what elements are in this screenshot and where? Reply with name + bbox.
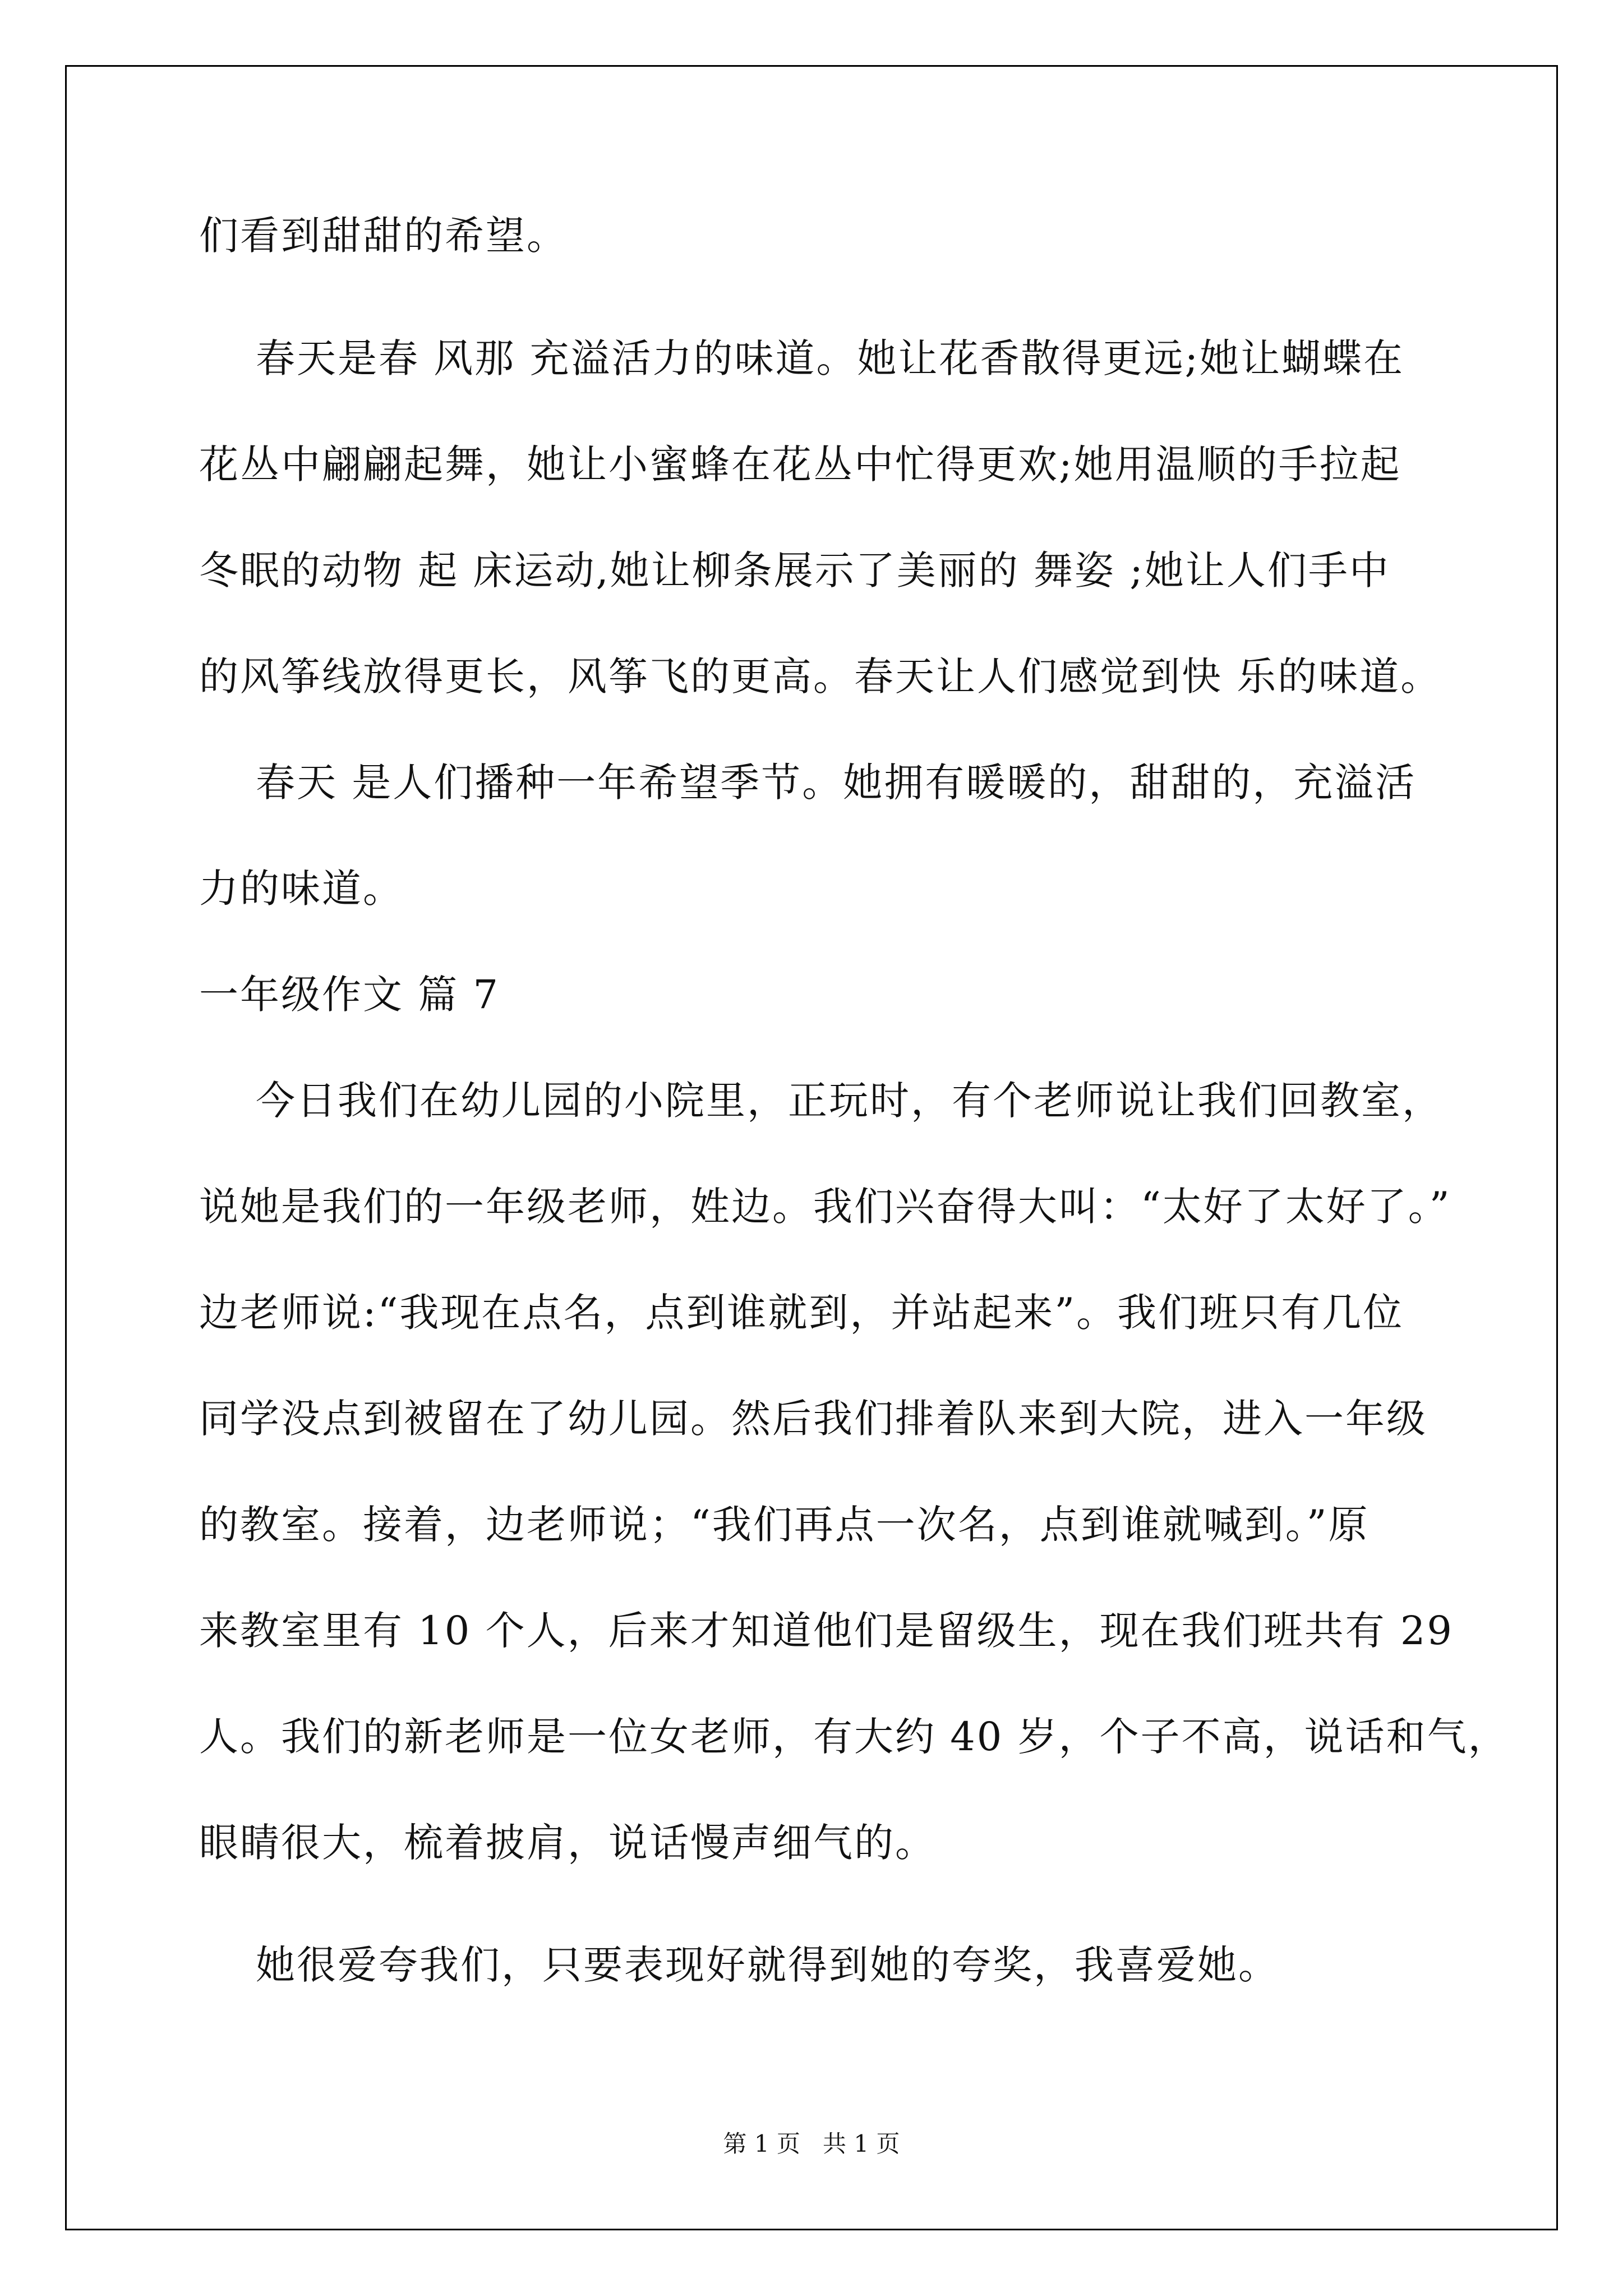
text-line: 眼睛很大，梳着披肩，说话慢声细气的。 [199, 1820, 936, 1866]
section-heading: 一年级作文 篇 7 [199, 972, 500, 1018]
text-line: 说她是我们的一年级老师，姓边。我们兴奋得大叫：“太好了太好了。” [199, 1184, 1451, 1230]
text-line: 人。我们的新老师是一位女老师，有大约 40 岁，个子不高，说话和气， [199, 1714, 1509, 1760]
text-line: 们看到甜甜的希望。 [199, 213, 568, 259]
text-line: 同学没点到被留在了幼儿园。然后我们排着队来到大院，进入一年级 [199, 1396, 1427, 1442]
text-line: 花丛中翩翩起舞，她让小蜜蜂在花丛中忙得更欢;她用温顺的手拉起 [199, 441, 1401, 487]
text-line: 春天是春 风那 充溢活力的味道。她让花香散得更远;她让蝴蝶在 [199, 335, 1405, 381]
text-line: 今日我们在幼儿园的小院里，正玩时，有个老师说让我们回教室， [199, 1078, 1444, 1124]
page-number-footer: 第 1 页 共 1 页 [723, 2130, 900, 2157]
text-line: 春天 是人们播种一年希望季节。她拥有暖暖的，甜甜的，充溢活 [199, 760, 1417, 806]
text-line: 冬眠的动物 起 床运动,她让柳条展示了美丽的 舞姿 ;她让人们手中 [199, 547, 1390, 593]
text-line: 来教室里有 10 个人，后来才知道他们是留级生，现在我们班共有 29 [199, 1608, 1454, 1654]
text-line: 的教室。接着，边老师说；“我们再点一次名，点到谁就喊到。”原 [199, 1502, 1370, 1548]
text-line: 力的味道。 [199, 866, 404, 912]
page-border [65, 65, 1558, 2230]
text-line: 她很爱夸我们，只要表现好就得到她的夸奖，我喜爱她。 [199, 1942, 1280, 1988]
text-line: 的风筝线放得更长，风筝飞的更高。春天让人们感觉到快 乐的味道。 [199, 654, 1442, 700]
text-line: 边老师说:“我现在点名，点到谁就到，并站起来”。我们班只有几位 [199, 1290, 1404, 1336]
